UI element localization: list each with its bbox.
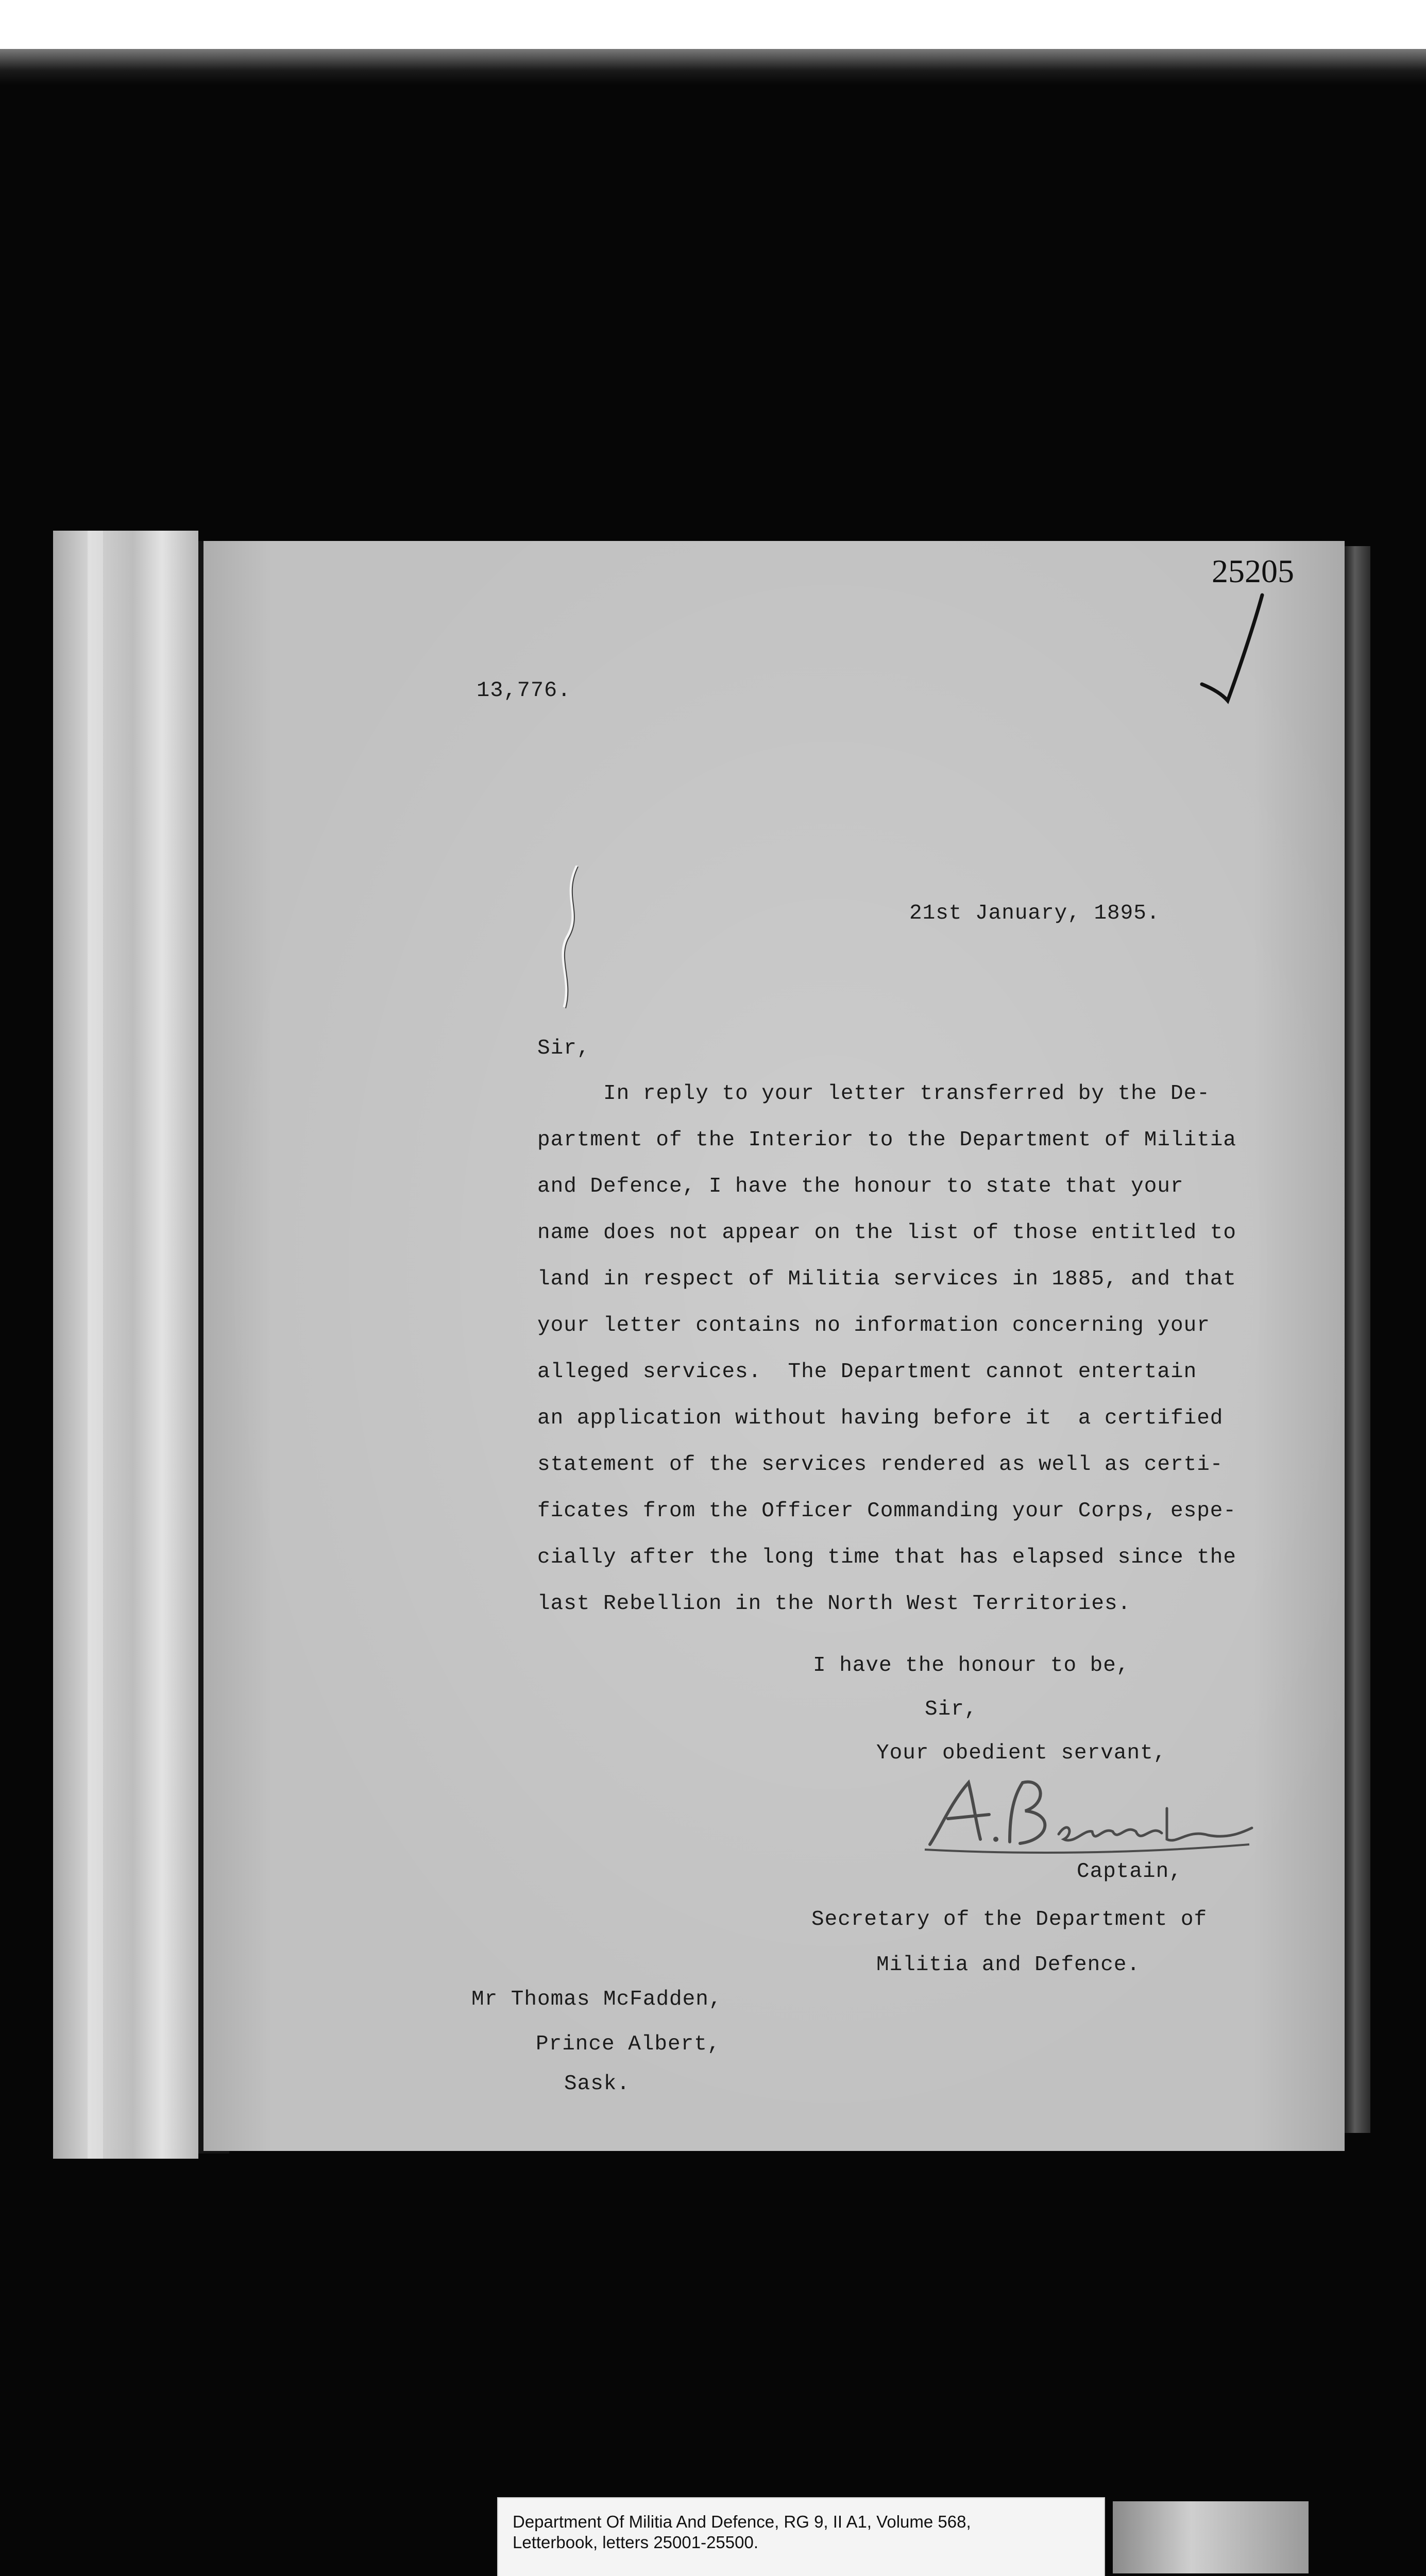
closing-line: Your obedient servant, (876, 1741, 1167, 1765)
recipient-name: Mr Thomas McFadden, (471, 1988, 722, 2011)
letter-date: 21st January, 1895. (909, 902, 1160, 925)
body-line: ficates from the Officer Commanding your Corps, espe- (537, 1499, 1237, 1523)
scan-shadow (0, 49, 1426, 85)
recipient-province: Sask. (564, 2072, 631, 2096)
body-line: statement of the services rendered as well as certi- (537, 1453, 1224, 1477)
signatory-title: Captain, (1077, 1860, 1182, 1884)
signatory-office: Militia and Defence. (876, 1953, 1141, 1977)
letter-page (203, 541, 1345, 2151)
page-stack-edge (1345, 546, 1370, 2133)
caption-line: Letterbook, letters 25001-25500. (513, 2533, 759, 2552)
check-mark-icon (1198, 592, 1270, 711)
signatory-office: Secretary of the Department of (811, 1908, 1208, 1931)
facing-page (53, 531, 198, 2159)
body-line: last Rebellion in the North West Territories. (537, 1592, 1131, 1616)
archive-caption (497, 2497, 1105, 2576)
page-number: 25205 (1212, 553, 1294, 589)
body-line: land in respect of Militia services in 1885, and that (537, 1267, 1237, 1291)
reference-number: 13,776. (477, 678, 571, 703)
body-line: name does not appear on the list of those entitled to (537, 1221, 1237, 1245)
body-line: alleged services. The Department cannot entertain (537, 1360, 1197, 1384)
facing-page-highlight (88, 531, 103, 2159)
body-line: cially after the long time that has elapsed since the (537, 1546, 1237, 1569)
salutation: Sir, (537, 1037, 590, 1060)
handwritten-signature (920, 1767, 1254, 1855)
body-line: your letter contains no information concerning your (537, 1314, 1210, 1337)
caption-line: Department Of Militia And Defence, RG 9, II A1, Volume 568, (513, 2512, 971, 2531)
body-line: and Defence, I have the honour to state that your (537, 1175, 1184, 1198)
closing-line: Sir, (925, 1698, 978, 1721)
body-line: partment of the Interior to the Department of Militia (537, 1128, 1237, 1152)
caption-side-label (1113, 2501, 1309, 2573)
closing-line: I have the honour to be, (813, 1654, 1130, 1677)
body-line: In reply to your letter transferred by the De- (537, 1082, 1210, 1106)
paper-tear (546, 866, 592, 1010)
body-line: an application without having before it a certified (537, 1406, 1224, 1430)
scan-top-border (0, 0, 1426, 49)
recipient-city: Prince Albert, (536, 2032, 721, 2056)
